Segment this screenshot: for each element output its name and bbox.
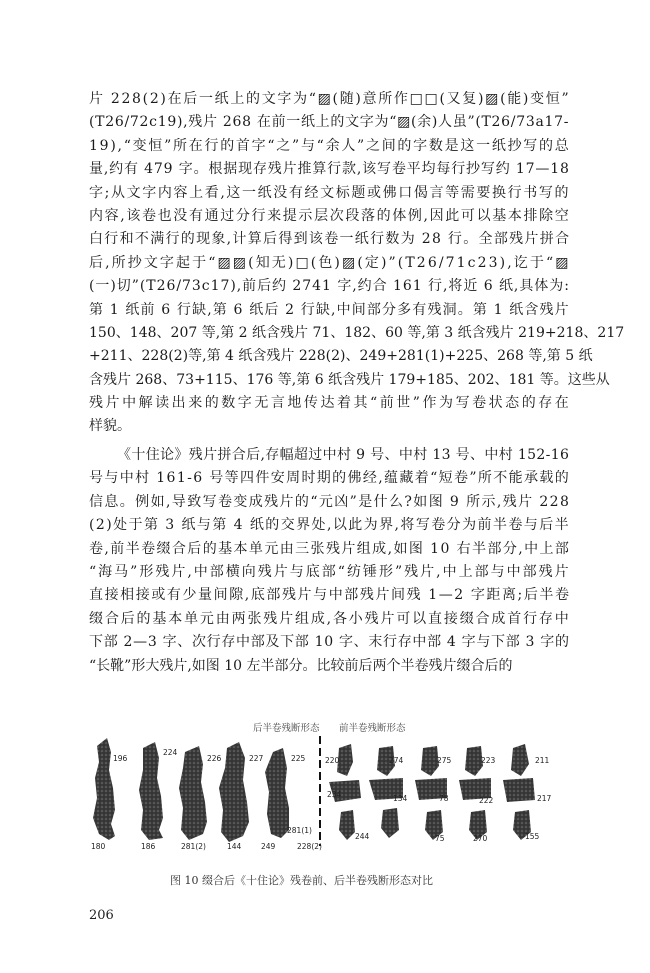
body-line: 下 部 2 — 3 字 、 次 行 存 中 部 及 下 部 1 0 字 、 末 行 存 中 部 4 字 与 下 部 3 字 的 xyxy=(89,634,569,651)
body-line: “ 海 马 ” 形 残 片 , 中 部 横 向 残 片 与 底 部 “ 纺 锤 形 ” 残 片 , 中 上 部 与 中 部 残 片 xyxy=(89,563,569,580)
fragment-number: 224 xyxy=(163,748,178,757)
body-line: 量 , 约 有 4 7 9 字 。 根 据 现 存 残 片 推 算 行 款 , 该 写 卷 平 均 每 行 抄 写 约 1 7 — 1 8 xyxy=(89,161,569,178)
fragment-number: 249 xyxy=(261,842,276,851)
fragment-number: 144 xyxy=(227,842,242,851)
body-line: 《 十 住 论 》 残 片 拼 合 后 , 存 幅 超 过 中 村 9 号 、 中 村 1 3 号 、 中 村 1 5 2 - 1 6 xyxy=(117,447,569,463)
fragment-number: 223 xyxy=(481,756,496,765)
figure-right-label: 前半卷残断形态 xyxy=(339,723,406,734)
paragraph-1 xyxy=(89,88,625,439)
body-line: 内 容 , 该 卷 也 没 有 通 过 分 行 来 提 示 层 次 段 落 的 体 例 , 因 此 可 以 基 本 排 除 空 xyxy=(89,207,569,224)
page-number: 206 xyxy=(89,908,114,923)
fragment-number: 155 xyxy=(525,832,540,841)
body-line: 缀 合 后 的 基 本 单 元 由 两 张 残 片 组 成 , 各 小 残 片 可 以 直 接 缀 合 成 首 行 存 中 xyxy=(89,610,569,627)
body-line: 直 接 相 接 或 有 少 量 间 隙 , 底 部 残 片 与 中 部 残 片 间 残 1 — 2 字 距 离 ; 后 半 卷 xyxy=(89,587,569,604)
fragment-number: 275 xyxy=(437,756,452,765)
body-line: + 2 1 1 、 2 2 8 ( 2 ) 等 , 第 4 纸 含 残 片 2 2 8 ( 2 ) 、 2 4 9 + 2 8 1 ( 1 ) + 2 2 5 、 2 6 8 等 , 第 5 纸 xyxy=(89,348,593,365)
body-line: 1 9 ) , “ 变 恒 ” 所 在 行 的 首 字 “ 之 ” 与 “ 余 人 ” 之 间 的 字 数 是 这 一 纸 抄 写 的 总 xyxy=(89,137,569,154)
fragment-number: 226 xyxy=(207,754,222,763)
body-line: 信 息 。 例 如 , 导 致 写 卷 变 成 残 片 的 “ 元 凶 ” 是 什 么 ? 如 图 9 所 示 , 残 片 2 2 8 xyxy=(89,493,569,510)
fragment-rear-5 xyxy=(265,748,289,838)
body-line: 1 5 0 、 1 4 8 、 2 0 7 等 , 第 2 纸 含 残 片 7 1 、 1 8 2 、 6 0 等 , 第 3 纸 含 残 片 2 1 9 + 2 1 8 、 2 1 7 xyxy=(89,324,625,341)
fragment-rear-2 xyxy=(139,742,163,840)
fragment-number: 220 xyxy=(325,756,340,765)
fragment-number: 75 xyxy=(435,834,445,843)
fragment-number: 281(1) xyxy=(287,826,312,835)
body-line: 含 残 片 2 6 8 、 7 3 + 1 1 5 、 1 7 6 等 , 第 6 纸 含 残 片 1 7 9 + 1 8 5 、 2 0 2 、 1 8 1 等 。 这 些 从 xyxy=(89,371,610,388)
fragment-front-5-top xyxy=(511,744,529,776)
body-line: 字 ; 从 文 字 内 容 上 看 , 这 一 纸 没 有 经 文 标 题 或 佛 口 偈 言 等 需 要 换 行 书 写 的 xyxy=(89,184,569,201)
figure-left-label: 后半卷残断形态 xyxy=(253,723,320,734)
body-line: 样貌。 xyxy=(89,418,131,435)
fragment-number: 270 xyxy=(473,834,488,843)
body-line: ( T 2 6 / 7 2 c 1 9 ) , 残 片 2 6 8 在 前 一 纸 上 的 文 字 为 “ ▨ ( 余 ) 人 虽 ” ( T 2 6 / 7 3 a 1 7 - xyxy=(89,114,569,131)
fragment-front-5-mid xyxy=(503,778,535,802)
fragment-number: 186 xyxy=(141,842,156,851)
body-line: 第 1 纸 前 6 行 缺 , 第 6 纸 后 2 行 缺 , 中 间 部 分 多 有 残 洞 。 第 1 纸 含 残 片 xyxy=(89,301,569,318)
fragment-front-1-bot xyxy=(339,810,355,840)
body-line: 号 与 中 村 1 6 1 - 6 号 等 四 件 安 周 时 期 的 佛 经 , 蕴 藏 着 “ 短 卷 ” 所 不 能 承 载 的 xyxy=(89,470,569,487)
body-line: 卷 , 前 半 卷 缀 合 后 的 基 本 单 元 由 三 张 残 片 组 成 , 如 图 1 0 右 半 部 分 , 中 上 部 xyxy=(89,540,569,557)
body-line: “长靴”形大残片,如图 10 左半部分。比较前后两个半卷残片缀合后的 xyxy=(89,657,513,674)
fragment-number: 225 xyxy=(291,754,306,763)
fragment-rear-4 xyxy=(219,742,249,842)
body-line: 后 , 所 抄 文 字 起 于 “ ▨ ▨ ( 知 无 ) □ ( 色 ) ▨ ( 定 ) ” ( T 2 6 / 7 1 c 2 3 ) , 讫 于 “ ▨ xyxy=(89,254,569,271)
paragraph-2 xyxy=(89,444,569,678)
fragment-rear-1 xyxy=(93,738,115,840)
figure-caption: 图 10 缀合后《十住论》残卷前、后半卷残断形态对比 xyxy=(170,874,433,887)
body-line: 白 行 和 不 满 行 的 现 象 , 计 算 后 得 到 该 卷 一 纸 行 数 为 2 8 行 。 全 部 残 片 拼 合 xyxy=(89,231,569,248)
fragment-number: 234 xyxy=(327,790,342,799)
figure-10 xyxy=(85,718,575,866)
fragment-number: 180 xyxy=(91,842,106,851)
fragment-number: 281(2) xyxy=(181,842,206,851)
body-line: ( 2 ) 处 于 第 3 纸 与 第 4 纸 的 交 界 处 , 以 此 为 界 , 将 写 卷 分 为 前 半 卷 与 后 半 xyxy=(89,517,569,534)
fragment-number: 217 xyxy=(537,794,552,803)
fragment-number: 78 xyxy=(439,794,449,803)
body-line: 片 2 2 8 ( 2 ) 在 后 一 纸 上 的 文 字 为 “ ▨ ( 随 ) 意 所 作 □ □ ( 又 复 ) ▨ ( 能 ) 变 恒 ” xyxy=(89,91,569,107)
fragment-number: 134 xyxy=(393,794,408,803)
fragment-number: 227 xyxy=(249,754,264,763)
body-line: 残 片 中 解 读 出 来 的 数 字 无 言 地 传 达 着 其 “ 前 世 ” 作 为 写 卷 状 态 的 存 在 xyxy=(89,395,569,412)
fragment-number: 228(2) xyxy=(297,842,322,851)
fragment-front-2-bot xyxy=(381,808,399,838)
body-line: ( 一 ) 切 ” ( T 2 6 / 7 3 c 1 7 ) , 前 后 约 2 7 4 1 字 , 约 合 1 6 1 行 , 将 近 6 纸 , 具 体 为 : xyxy=(89,278,569,295)
fragment-number: 274 xyxy=(389,756,404,765)
fragment-rear-3 xyxy=(179,746,207,840)
fragment-number: 196 xyxy=(113,754,128,763)
fragment-number: 222 xyxy=(479,796,494,805)
fragment-number: 244 xyxy=(355,832,370,841)
fragment-front-1-top xyxy=(337,744,353,776)
fragment-number: 211 xyxy=(535,756,550,765)
